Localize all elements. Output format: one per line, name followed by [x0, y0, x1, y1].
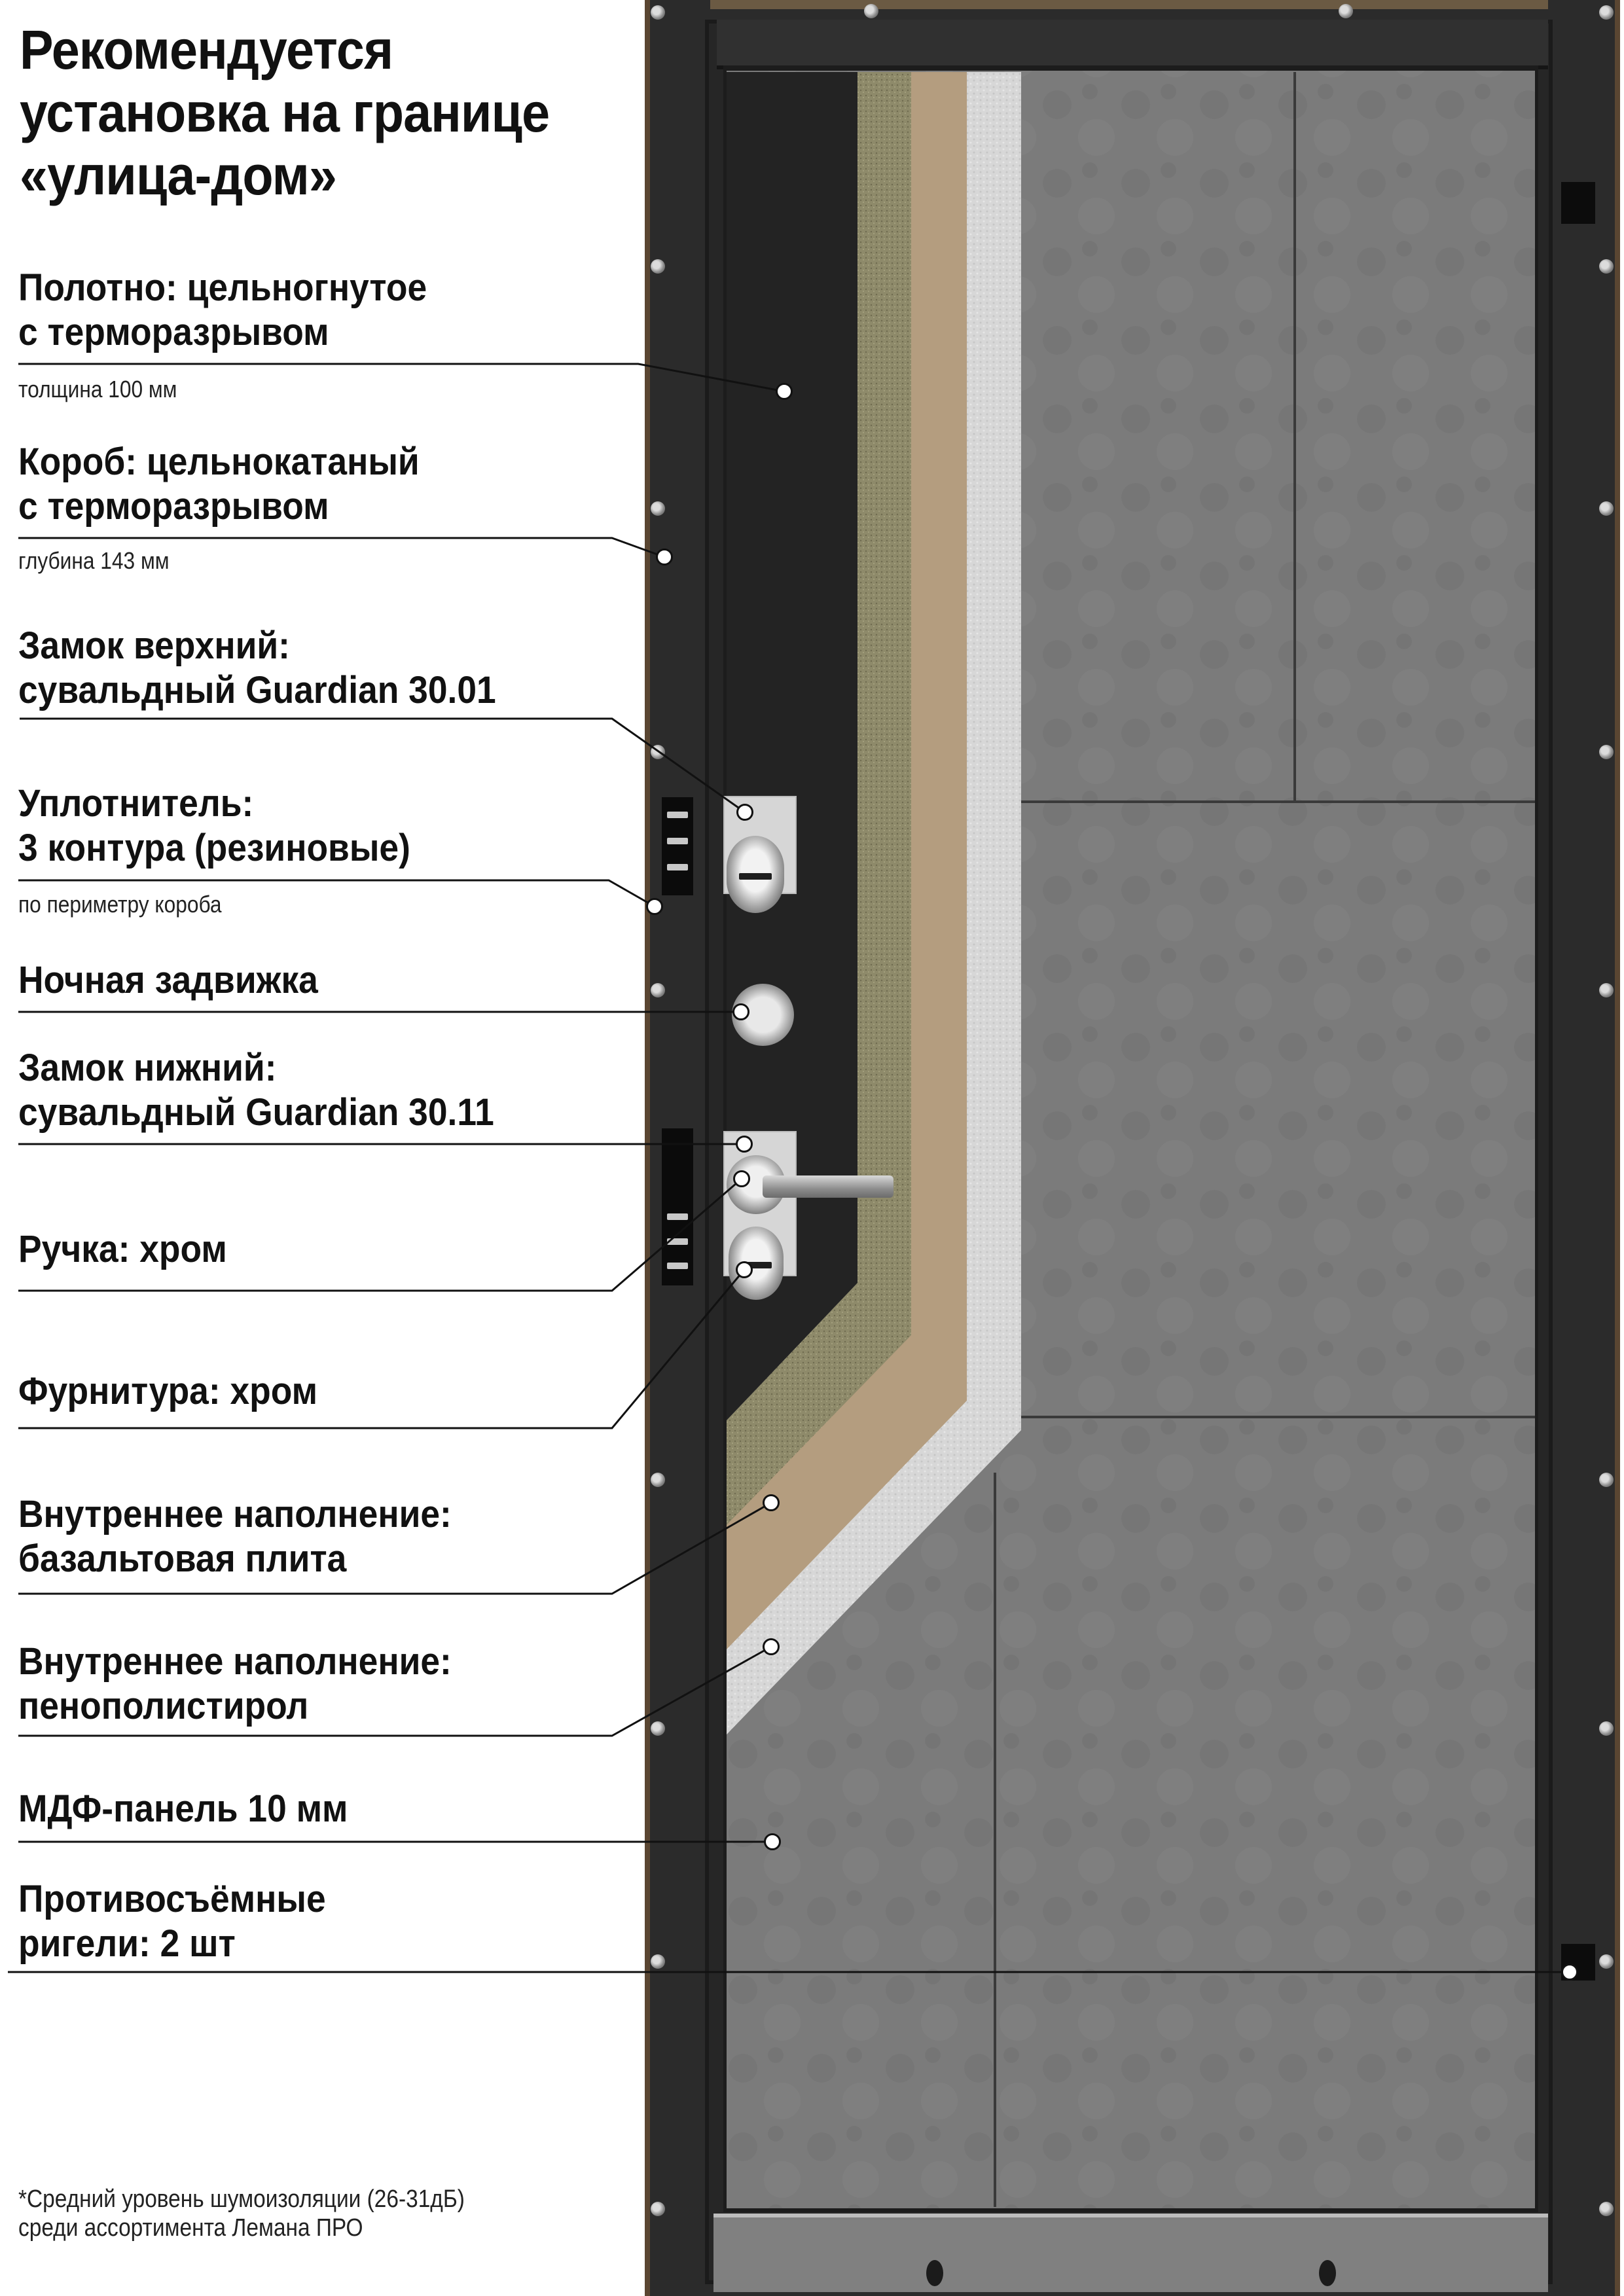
callout-text: Внутреннее наполнение:	[18, 1493, 452, 1535]
callout-text: Противосъёмные	[18, 1878, 326, 1920]
screw-icon	[1599, 983, 1614, 997]
screw-icon	[651, 1954, 665, 1969]
callout-lower-lock	[18, 1046, 494, 1135]
screw-icon	[651, 745, 665, 759]
callout-text: с терморазрывом	[18, 485, 329, 528]
callout-marker	[736, 804, 753, 821]
callout-marker	[656, 548, 673, 565]
callout-hardware	[18, 1369, 317, 1414]
callout-mdf	[18, 1787, 348, 1831]
callout-marker	[764, 1833, 781, 1850]
callout-marker	[736, 1136, 753, 1153]
threshold-hole	[1319, 2260, 1336, 2286]
callout-text: Короб: цельнокатаный	[18, 440, 420, 483]
upper-lock-cylinder-icon	[727, 836, 784, 913]
callout-text: Ручка: хром	[18, 1228, 227, 1270]
callout-marker	[1561, 1964, 1578, 1981]
callout-frame	[18, 440, 420, 529]
callout-text: Фурнитура: хром	[18, 1370, 318, 1412]
callout-marker	[646, 898, 663, 915]
page-title	[20, 18, 549, 207]
footnote	[18, 2185, 465, 2242]
screw-icon	[1339, 4, 1353, 18]
anti-removal-bolt-upper	[1561, 182, 1595, 224]
callout-text: пенополистирол	[18, 1685, 309, 1727]
door-threshold	[713, 2214, 1548, 2292]
title-line: установка на границе	[20, 82, 550, 143]
screw-icon	[1599, 2202, 1614, 2216]
footnote-line: *Средний уровень шумоизоляции (26-31дБ)	[18, 2185, 465, 2213]
callout-handle	[18, 1227, 227, 1272]
screw-icon	[864, 4, 878, 18]
callout-anti-removal	[18, 1877, 326, 1966]
title-line: «улица-дом»	[20, 145, 336, 206]
callout-marker	[733, 1170, 750, 1187]
screw-icon	[1599, 1721, 1614, 1736]
callout-leaf	[18, 266, 427, 355]
callout-text: сувальдный Guardian 30.11	[18, 1091, 494, 1134]
screw-icon	[1599, 1473, 1614, 1487]
callout-text: Уплотнитель:	[18, 782, 254, 825]
title-line: Рекомендуется	[20, 19, 393, 81]
strike-plate-upper	[662, 797, 693, 895]
screw-icon	[651, 983, 665, 997]
screw-icon	[1599, 5, 1614, 20]
callout-marker	[736, 1261, 753, 1278]
callout-marker	[776, 383, 793, 400]
callout-leaf-note: толщина 100 мм	[18, 376, 177, 403]
screw-icon	[1599, 745, 1614, 759]
screw-icon	[651, 2202, 665, 2216]
callout-text: с терморазрывом	[18, 311, 329, 353]
callout-seal-note: по периметру короба	[18, 891, 222, 918]
screw-icon	[1599, 501, 1614, 516]
callout-text: Замок верхний:	[18, 624, 290, 667]
callout-upper-lock	[18, 624, 496, 713]
callout-basalt	[18, 1492, 452, 1581]
screw-icon	[651, 259, 665, 274]
footnote-line: среди ассортимента Лемана ПРО	[18, 2214, 363, 2242]
screw-icon	[1599, 1954, 1614, 1969]
callout-text: Ночная задвижка	[18, 959, 318, 1001]
threshold-hole	[926, 2260, 943, 2286]
callout-text: базальтовая плита	[18, 1537, 347, 1580]
callout-text: Замок нижний:	[18, 1047, 277, 1089]
screw-icon	[1599, 259, 1614, 274]
callout-seal	[18, 781, 410, 870]
screw-icon	[651, 1473, 665, 1487]
callout-marker	[732, 1003, 749, 1020]
callout-night-latch	[18, 958, 318, 1003]
callout-text: 3 контура (резиновые)	[18, 827, 410, 869]
door-illustration	[645, 0, 1620, 2296]
callout-text: ригели: 2 шт	[18, 1922, 236, 1965]
screw-icon	[651, 1721, 665, 1736]
lower-lock-cylinder-icon	[729, 1227, 784, 1300]
callout-foam	[18, 1640, 452, 1729]
callout-frame-note: глубина 143 мм	[18, 547, 170, 574]
callout-marker	[763, 1638, 780, 1655]
callout-marker	[763, 1494, 780, 1511]
callout-text: МДФ-панель 10 мм	[18, 1787, 348, 1830]
screw-icon	[651, 5, 665, 20]
callout-text: Внутреннее наполнение:	[18, 1640, 452, 1683]
strike-plate-lower	[662, 1128, 693, 1285]
callout-text: сувальдный Guardian 30.01	[18, 669, 496, 711]
screw-icon	[651, 501, 665, 516]
door-handle-icon	[763, 1175, 893, 1198]
callout-text: Полотно: цельногнутое	[18, 266, 427, 309]
